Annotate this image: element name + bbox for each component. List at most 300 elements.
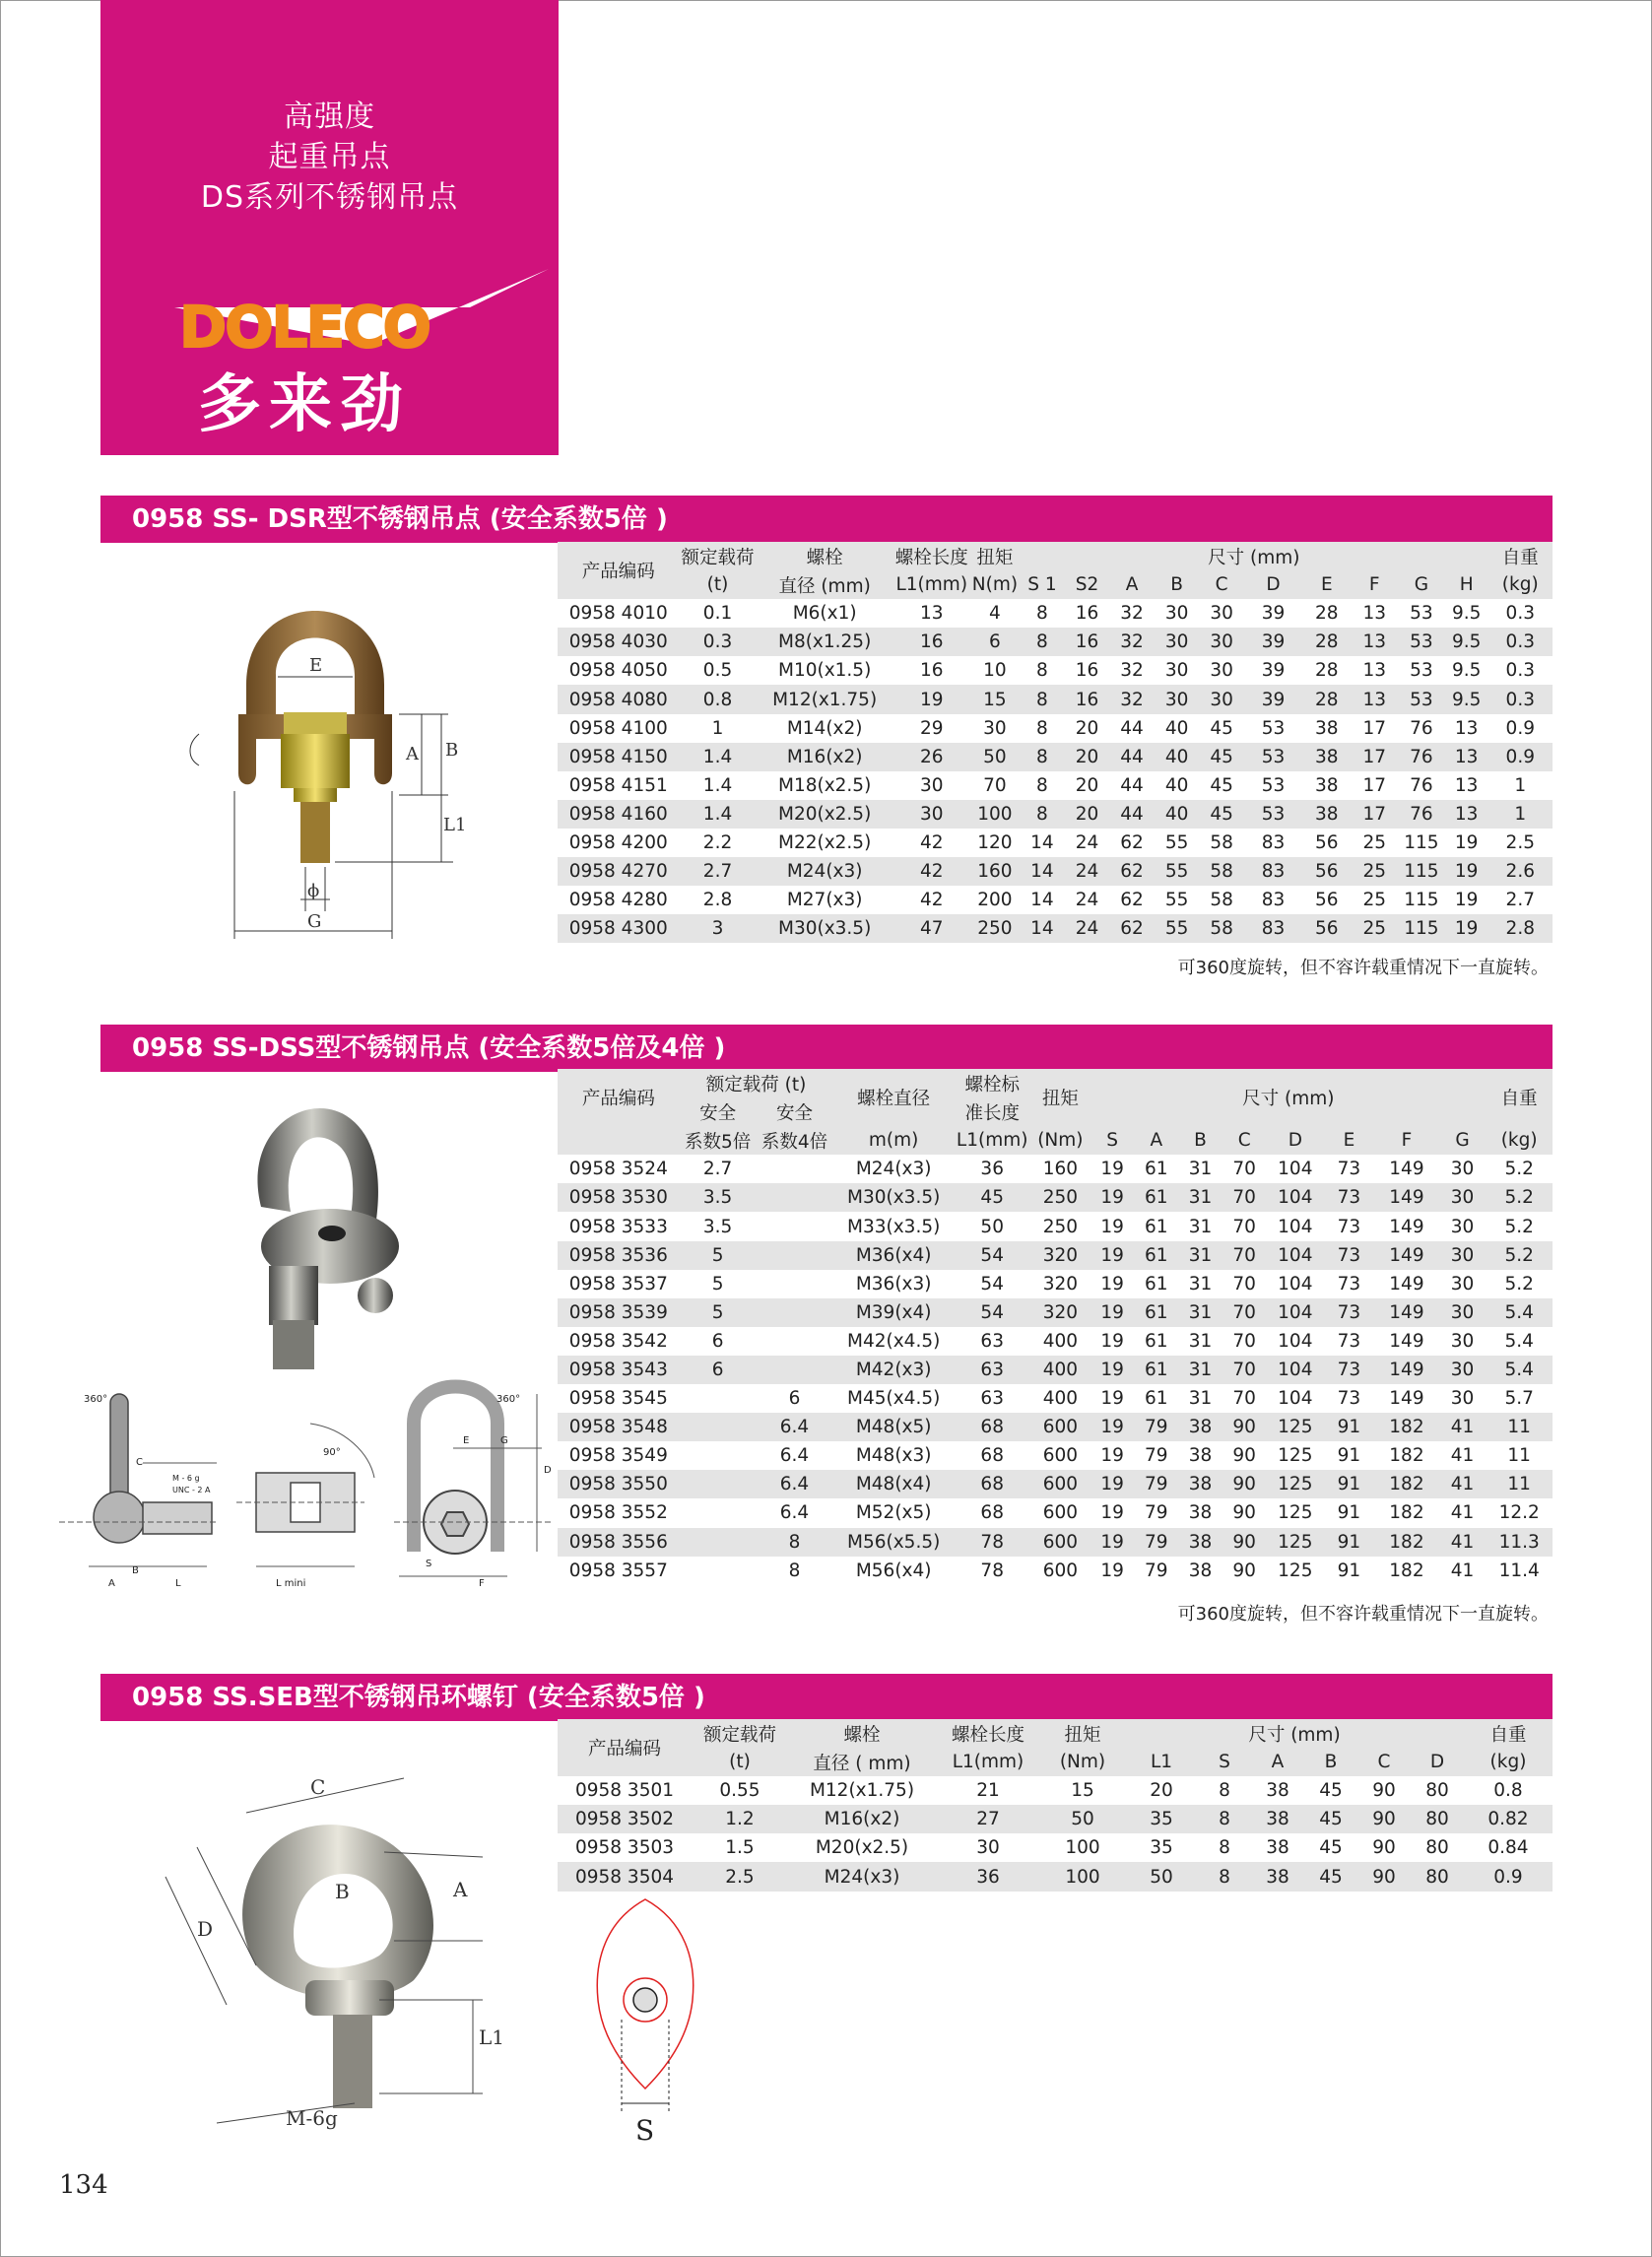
table-cell: 38	[1266, 1780, 1289, 1802]
table-cell: 50	[1125, 1862, 1198, 1891]
table-cell: M10(x1.5)	[777, 660, 872, 682]
table-cell: 13	[1454, 717, 1479, 739]
table-cell: 61	[1145, 1330, 1168, 1352]
table-cell: 38	[1179, 1528, 1222, 1557]
table-cell: 104	[1267, 1356, 1324, 1384]
dsr-h-dims: 尺寸 (mm)	[1020, 542, 1487, 570]
table-cell: 15	[1071, 1780, 1094, 1802]
table-cell	[757, 1155, 833, 1183]
table-cell: 6.4	[779, 1445, 810, 1467]
dss-thread-collar	[269, 1266, 318, 1325]
table-cell: 24	[1065, 914, 1110, 943]
table-cell: 11	[1486, 1470, 1553, 1498]
table-cell: 600	[1042, 1445, 1079, 1467]
seb-h-weight: 自重	[1464, 1719, 1553, 1748]
table-cell: 20	[1065, 743, 1110, 771]
dss-front-view	[414, 1387, 497, 1555]
table-row	[558, 1298, 1553, 1327]
table-cell: 32	[1109, 685, 1155, 713]
dsr-collar	[294, 788, 337, 802]
table-cell: 19	[1454, 831, 1479, 853]
table-row	[558, 1441, 1553, 1470]
table-cell: 0.3	[1488, 685, 1553, 713]
table-cell: 8	[1036, 660, 1048, 682]
dsr-dim-b: B	[445, 740, 459, 761]
table-cell: 62	[1109, 857, 1155, 886]
table-cell: 1.5	[725, 1837, 755, 1859]
table-cell: 1	[1488, 800, 1553, 829]
table-cell: 2.7	[1505, 890, 1535, 911]
seb-h-load: 额定载荷	[692, 1719, 788, 1748]
table-cell: 6	[711, 1330, 724, 1352]
table-cell: 63	[955, 1356, 1030, 1384]
table-cell: 32	[1120, 603, 1144, 625]
seb-top-view-drawing	[586, 1892, 714, 2148]
table-cell: 39	[1261, 660, 1286, 682]
dss-h-weight: 自重	[1486, 1069, 1553, 1126]
table-cell: 8	[1219, 1837, 1230, 1859]
dss-h-load: 额定载荷 (t)	[680, 1069, 833, 1097]
table-row	[558, 1776, 1553, 1805]
dss-section-title: 0958 SS-DSS型不锈钢吊点 (安全系数5倍及4倍 )	[100, 1025, 1553, 1072]
table-cell: 5.2	[1486, 1241, 1553, 1270]
table-cell: 31	[1188, 1273, 1213, 1294]
table-cell: M20(x2.5)	[757, 800, 893, 829]
table-cell: 0.55	[719, 1780, 760, 1802]
table-cell: 13	[1362, 660, 1387, 682]
table-cell: 13	[1352, 685, 1398, 713]
dss-h-f: F	[1374, 1126, 1439, 1155]
dsr-h-c: C	[1199, 570, 1244, 599]
seb-h-blen-unit: L1(mm)	[936, 1748, 1040, 1776]
seb-h-load-unit: (t)	[692, 1748, 788, 1776]
table-cell: 4	[989, 603, 1001, 625]
seb-dim-s: S	[635, 2114, 655, 2147]
table-cell: 45	[1319, 1837, 1343, 1859]
table-cell: 91	[1337, 1502, 1361, 1524]
table-cell: 76	[1410, 774, 1433, 796]
dss-technical-drawings	[59, 1355, 562, 1601]
dss-label-d: D	[544, 1465, 552, 1476]
table-cell: 30	[1199, 628, 1244, 656]
table-cell: 104	[1278, 1159, 1313, 1180]
table-cell: 30	[1450, 1388, 1475, 1410]
table-cell: 35	[1125, 1805, 1198, 1833]
dss-table-body	[558, 1155, 1553, 1584]
seb-collar	[305, 1980, 394, 2016]
table-cell: 0958 4100	[568, 717, 668, 739]
dss-label-a: A	[108, 1578, 115, 1589]
table-cell: 0.1	[702, 603, 733, 625]
table-cell: 104	[1278, 1330, 1313, 1352]
dss-h-torque: 扭矩	[1029, 1069, 1090, 1126]
table-cell: 8	[1219, 1780, 1230, 1802]
table-row	[558, 685, 1553, 713]
table-cell: 79	[1134, 1413, 1179, 1441]
table-cell: M22(x2.5)	[777, 831, 872, 853]
seb-h-dims: 尺寸 (mm)	[1125, 1719, 1464, 1748]
table-cell: 70	[1232, 1216, 1256, 1237]
page-number: 134	[59, 2170, 108, 2200]
table-cell: 76	[1398, 743, 1445, 771]
table-cell: M18(x2.5)	[777, 774, 872, 796]
table-cell: 30	[1439, 1241, 1487, 1270]
table-cell: 115	[1404, 831, 1439, 853]
table-row	[558, 599, 1553, 628]
table-cell: 53	[1261, 774, 1286, 796]
table-cell: M48(x5)	[832, 1413, 955, 1441]
table-cell: 125	[1267, 1470, 1324, 1498]
table-cell: 19	[1100, 1330, 1124, 1352]
table-cell: 76	[1410, 717, 1433, 739]
table-cell: 17	[1352, 800, 1398, 829]
table-cell: 36	[936, 1862, 1040, 1891]
table-cell: 54	[955, 1298, 1030, 1327]
table-cell: 19	[1100, 1388, 1124, 1410]
table-row	[558, 800, 1553, 829]
table-cell: 9.5	[1445, 685, 1488, 713]
dss-h-safe4: 安全	[757, 1097, 833, 1126]
table-cell: 6	[680, 1356, 757, 1384]
table-row	[558, 1470, 1553, 1498]
table-cell: 50	[970, 743, 1020, 771]
table-cell: 0958 3503	[574, 1837, 675, 1859]
table-row	[558, 857, 1553, 886]
table-cell: 32	[1109, 628, 1155, 656]
seb-dim-b: B	[335, 1880, 350, 1903]
table-cell: 125	[1278, 1445, 1313, 1467]
table-cell: 0.8	[680, 685, 757, 713]
table-cell	[680, 1498, 757, 1527]
table-cell: 16	[893, 628, 970, 656]
table-cell: 79	[1145, 1502, 1168, 1524]
table-cell: 1	[1514, 774, 1527, 796]
table-cell: 80	[1411, 1862, 1464, 1891]
table-cell: 38	[1179, 1413, 1222, 1441]
table-cell: M27(x3)	[786, 890, 863, 911]
table-cell: 90	[1232, 1445, 1256, 1467]
table-cell: 14	[1030, 890, 1054, 911]
table-cell: 73	[1337, 1159, 1361, 1180]
table-cell: 0958 4280	[568, 890, 668, 911]
table-cell: 13	[1352, 628, 1398, 656]
table-cell	[757, 1241, 833, 1270]
table-cell: 100	[1040, 1862, 1125, 1891]
table-row	[558, 1183, 1553, 1212]
table-cell: 30	[1450, 1159, 1475, 1180]
table-cell: 31	[1179, 1298, 1222, 1327]
table-cell: 61	[1134, 1356, 1179, 1384]
table-cell: 3	[680, 914, 757, 943]
table-cell: 149	[1374, 1241, 1439, 1270]
table-cell: 600	[1029, 1470, 1090, 1498]
table-cell: 61	[1145, 1159, 1168, 1180]
seb-h-l1: L1	[1125, 1748, 1198, 1776]
table-cell: 45	[1199, 800, 1244, 829]
table-cell: 2.8	[1488, 914, 1553, 943]
table-cell: 0.9	[1505, 717, 1535, 739]
table-cell	[680, 1557, 757, 1585]
table-cell: 78	[980, 1560, 1004, 1581]
table-cell: 149	[1389, 1273, 1424, 1294]
table-cell: 32	[1120, 660, 1144, 682]
dss-h-g: G	[1439, 1126, 1487, 1155]
dss-side-view-bolt	[143, 1502, 212, 1534]
table-cell: 56	[1315, 890, 1339, 911]
table-row	[558, 1327, 1553, 1356]
table-cell: 3.5	[702, 1216, 733, 1237]
table-cell: 70	[1222, 1183, 1267, 1212]
table-cell: 91	[1324, 1413, 1375, 1441]
table-cell: 8	[788, 1560, 801, 1581]
table-cell: 0958 3542	[568, 1330, 668, 1352]
table-cell: 149	[1389, 1330, 1424, 1352]
table-cell: M16(x2)	[788, 1805, 936, 1833]
table-cell: 19	[1100, 1159, 1124, 1180]
table-cell	[757, 1327, 833, 1356]
table-cell: 58	[1199, 857, 1244, 886]
table-cell: 13	[920, 603, 944, 625]
table-cell: 80	[1411, 1805, 1464, 1833]
seb-dim-l1: L1	[479, 2025, 505, 2049]
table-cell: 320	[1029, 1298, 1090, 1327]
table-cell: 31	[1179, 1241, 1222, 1270]
table-cell: 83	[1261, 831, 1286, 853]
table-cell: 61	[1145, 1216, 1168, 1237]
dsr-h-bolt-unit: 直径 (mm)	[757, 570, 893, 599]
table-cell: 104	[1267, 1183, 1324, 1212]
table-cell: 39	[1244, 685, 1302, 713]
table-cell: 41	[1450, 1445, 1475, 1467]
table-cell: 250	[1042, 1216, 1079, 1237]
table-cell: 73	[1337, 1388, 1361, 1410]
seb-dim-m6g: M-6g	[286, 2106, 338, 2130]
table-cell: 0958 3545	[568, 1388, 668, 1410]
table-cell: 19	[1090, 1413, 1134, 1441]
table-cell: 9.5	[1451, 603, 1482, 625]
table-cell: 6.4	[757, 1470, 833, 1498]
table-cell: 13	[1445, 800, 1488, 829]
table-cell: 115	[1404, 890, 1439, 911]
table-cell: 62	[1109, 914, 1155, 943]
table-cell: 24	[1075, 890, 1099, 911]
table-cell: 30	[1439, 1298, 1487, 1327]
table-cell: 0958 4200	[568, 831, 668, 853]
dss-h-blen: 螺栓标	[955, 1069, 1030, 1097]
table-cell	[680, 1384, 757, 1413]
table-cell: 8	[1020, 800, 1065, 829]
table-cell: 600	[1042, 1502, 1079, 1524]
table-cell: 90	[1222, 1528, 1267, 1557]
table-row	[558, 1384, 1553, 1413]
table-cell: 70	[1222, 1241, 1267, 1270]
dsr-h-d: D	[1244, 570, 1302, 599]
table-cell: 41	[1439, 1470, 1487, 1498]
table-cell: 56	[1302, 857, 1351, 886]
table-cell: 62	[1120, 831, 1144, 853]
table-cell: M45(x4.5)	[847, 1388, 941, 1410]
table-cell: 29	[920, 717, 944, 739]
table-cell: M33(x3.5)	[847, 1216, 941, 1237]
table-cell: 24	[1075, 831, 1099, 853]
table-cell: 320	[1042, 1273, 1079, 1294]
table-cell	[757, 1212, 833, 1240]
dsr-table-body	[558, 599, 1553, 943]
table-cell: M56(x5.5)	[832, 1528, 955, 1557]
table-cell: 1.2	[692, 1805, 788, 1833]
table-cell: 45	[1304, 1805, 1357, 1833]
table-cell: 11	[1486, 1413, 1553, 1441]
table-cell: 28	[1315, 603, 1339, 625]
table-cell: 30	[1450, 1330, 1475, 1352]
table-cell: 6.4	[757, 1413, 833, 1441]
table-cell: 70	[1232, 1388, 1256, 1410]
table-cell: 125	[1267, 1528, 1324, 1557]
table-cell: 160	[1042, 1159, 1079, 1180]
table-cell: 30	[1155, 685, 1200, 713]
table-cell: 13	[1362, 603, 1387, 625]
table-cell: 600	[1042, 1560, 1079, 1581]
table-cell: 44	[1120, 717, 1144, 739]
table-cell: 61	[1134, 1298, 1179, 1327]
table-cell: 19	[1090, 1470, 1134, 1498]
table-cell: 70	[1232, 1330, 1256, 1352]
seb-h-bolt-unit: 直径 ( mm)	[788, 1748, 936, 1776]
table-cell: 25	[1362, 831, 1387, 853]
table-cell: 6.4	[779, 1502, 810, 1524]
table-cell: 320	[1029, 1241, 1090, 1270]
table-cell: 2.7	[702, 1159, 733, 1180]
table-cell: 63	[980, 1330, 1004, 1352]
table-cell: 0958 4270	[558, 857, 680, 886]
table-cell: 2.5	[692, 1862, 788, 1891]
table-cell: 38	[1266, 1837, 1289, 1859]
table-cell: 19	[1100, 1502, 1124, 1524]
seb-header-row-1	[558, 1719, 1553, 1748]
table-cell: 25	[1352, 857, 1398, 886]
dsr-h-load-unit: (t)	[680, 570, 757, 599]
table-cell: 600	[1029, 1413, 1090, 1441]
table-row	[558, 1557, 1553, 1585]
table-cell: M42(x4.5)	[847, 1330, 941, 1352]
table-cell: 40	[1164, 774, 1189, 796]
dss-header-row-1	[558, 1069, 1553, 1097]
seb-h-a: A	[1251, 1748, 1304, 1776]
table-cell: 8	[1020, 685, 1065, 713]
table-cell: 2.5	[1505, 831, 1535, 853]
dss-h-e: E	[1324, 1126, 1375, 1155]
table-cell: M14(x2)	[786, 717, 863, 739]
table-cell: 40	[1155, 800, 1200, 829]
table-row	[558, 771, 1553, 800]
table-cell: 0.8	[1493, 1780, 1523, 1802]
table-cell: 24	[1065, 857, 1110, 886]
table-cell: 41	[1439, 1528, 1487, 1557]
table-row	[558, 1498, 1553, 1527]
dss-product-photo	[222, 1098, 438, 1374]
seb-h-bolt: 螺栓	[788, 1719, 936, 1748]
table-cell: 19	[1445, 857, 1488, 886]
table-cell: 38	[1302, 800, 1351, 829]
table-cell: 9.5	[1445, 628, 1488, 656]
dsr-note: 可360度旋转，但不容许载重情况下一直旋转。	[1177, 958, 1549, 978]
table-cell: 30	[976, 1837, 1000, 1859]
table-cell: 83	[1244, 914, 1302, 943]
table-cell: 0958 3557	[568, 1560, 668, 1581]
table-cell: 16	[1075, 660, 1099, 682]
table-cell: 104	[1278, 1273, 1313, 1294]
headline-line-2: 起重吊点	[268, 140, 391, 174]
table-row	[558, 914, 1553, 943]
table-cell: 44	[1120, 774, 1144, 796]
seb-h-code: 产品编码	[558, 1719, 692, 1776]
table-cell: 53	[1244, 800, 1302, 829]
table-cell: 80	[1425, 1780, 1449, 1802]
table-cell	[680, 1528, 757, 1557]
dsr-h-b: B	[1155, 570, 1200, 599]
table-cell: 9.5	[1451, 660, 1482, 682]
table-cell: 19	[1090, 1241, 1134, 1270]
table-cell: 182	[1389, 1560, 1424, 1581]
table-cell: 149	[1374, 1183, 1439, 1212]
table-cell: 45	[1319, 1780, 1343, 1802]
table-cell: 19	[1090, 1528, 1134, 1557]
seb-dim-a: A	[453, 1878, 468, 1901]
dsr-h-weight: 自重	[1488, 542, 1553, 570]
table-cell: 61	[1145, 1273, 1168, 1294]
table-cell: 90	[1232, 1560, 1256, 1581]
table-cell: 58	[1199, 914, 1244, 943]
table-row	[558, 1805, 1553, 1833]
table-cell: 91	[1337, 1445, 1361, 1467]
table-row	[558, 743, 1553, 771]
table-cell: M24(x3)	[788, 1862, 936, 1891]
table-cell: 0.5	[702, 660, 733, 682]
table-cell: M24(x3)	[757, 857, 893, 886]
table-cell: 28	[1302, 685, 1351, 713]
table-cell: 0958 4050	[568, 660, 668, 682]
table-cell: 73	[1324, 1183, 1375, 1212]
table-cell: 5.2	[1504, 1216, 1534, 1237]
table-cell: 73	[1337, 1330, 1361, 1352]
table-cell: 31	[1188, 1216, 1213, 1237]
dss-socket	[318, 1226, 346, 1241]
table-cell: 30	[1210, 603, 1233, 625]
table-cell: 1.4	[680, 800, 757, 829]
table-row	[558, 1862, 1553, 1891]
table-cell: 91	[1324, 1470, 1375, 1498]
table-cell: 14	[1020, 914, 1065, 943]
table-cell: 56	[1315, 831, 1339, 853]
dss-label-m6g: M - 6 g	[172, 1474, 200, 1483]
table-cell: 3.5	[680, 1183, 757, 1212]
table-cell: 63	[980, 1388, 1004, 1410]
table-cell: 250	[970, 914, 1020, 943]
dsr-h-weight-unit: (kg)	[1488, 570, 1553, 599]
table-cell: 70	[1222, 1298, 1267, 1327]
table-cell	[680, 1441, 757, 1470]
dss-h-d: D	[1267, 1126, 1324, 1155]
table-cell: 31	[1179, 1356, 1222, 1384]
table-cell: 13	[1454, 774, 1479, 796]
seb-product-drawing	[158, 1768, 512, 2143]
table-cell: 1.4	[702, 774, 733, 796]
table-cell: M36(x4)	[832, 1241, 955, 1270]
table-row	[558, 1528, 1553, 1557]
table-cell: 5.4	[1504, 1330, 1534, 1352]
table-cell: 40	[1164, 717, 1189, 739]
table-row	[558, 1833, 1553, 1862]
